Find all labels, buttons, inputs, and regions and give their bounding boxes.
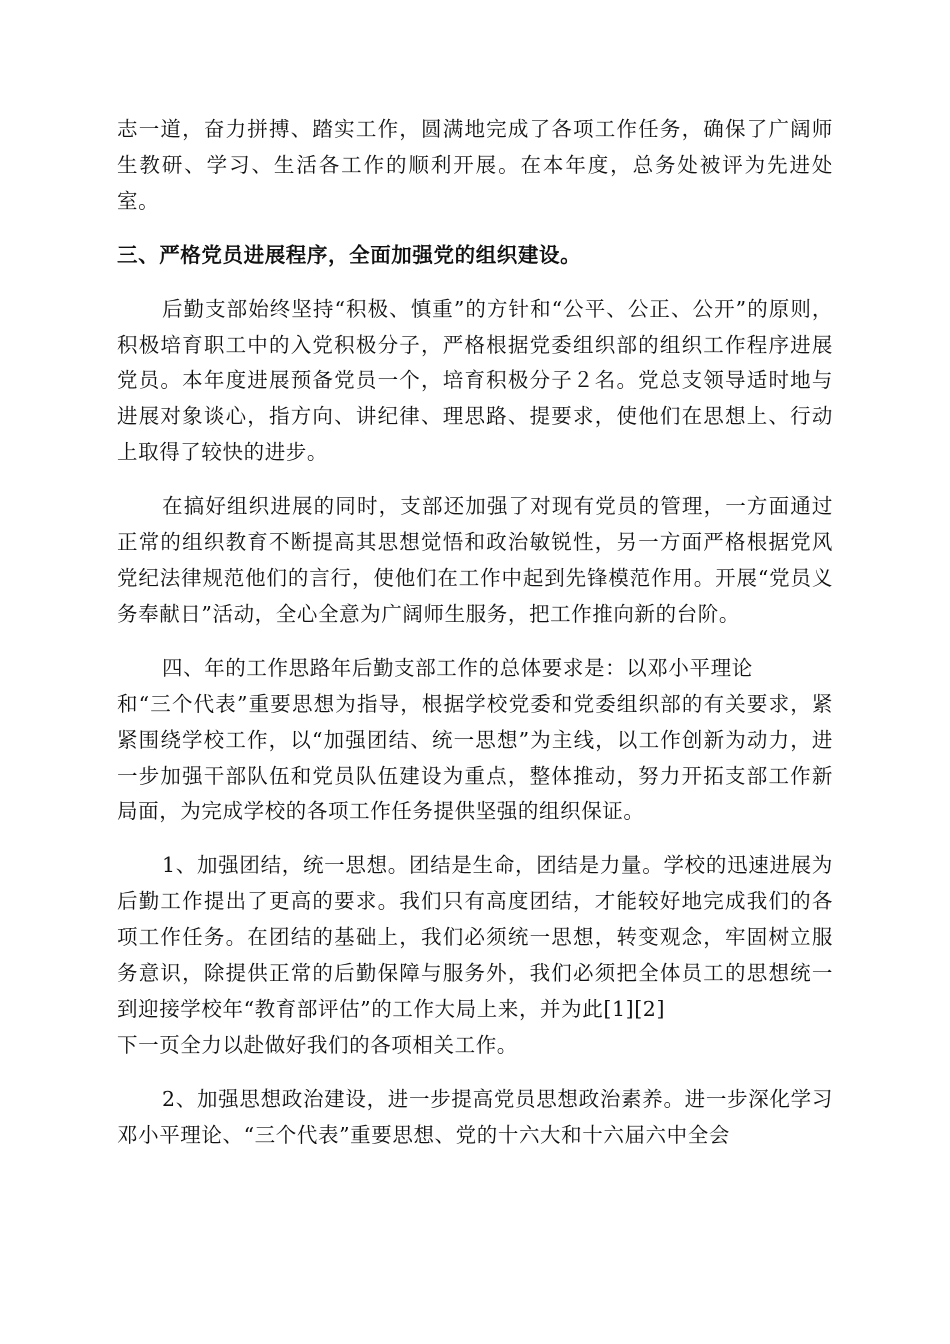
paragraph-political-construction: 2、加强思想政治建设，进一步提高党员思想政治素养。进一步深化学习邓小平理论、“三个代表”重要思想、党的十六大和十六届六中全会: [117, 1086, 833, 1147]
unity-tail: 下一页全力以赴做好我们的各项相关工作。: [117, 1032, 518, 1057]
paragraph-unity: [117, 848, 833, 1063]
paragraph-work-plan: [117, 651, 833, 831]
paragraph-party-development: 后勤支部始终坚持“积极、慎重”的方针和“公平、公正、公开”的原则，积极培育职工中的入党积极分子，严格根据党委组织部的组织工作程序进展党员。本年度进展预备党员一个，培育积极分子２名。党总支领导适时地与进展对象谈心，指方向、讲纪律、理思路、提要求，使他们在思想上、行动上取得了较快的进步。: [117, 296, 833, 465]
section-heading-3: 三、严格党员进展程序，全面加强党的组织建设。: [117, 242, 582, 267]
paragraph-member-management: 在搞好组织进展的同时，支部还加强了对现有党员的管理，一方面通过正常的组织教育不断提高其思想觉悟和政治敏锐性，另一方面严格根据党风党纪法律规范他们的言行，使他们在工作中起到先锋模范作用。开展“党员义务奉献日”活动，全心全意为广阔师生服务，把工作推向新的台阶。: [117, 494, 833, 626]
paragraph-intro-continuation: 志一道，奋力拼搏、踏实工作，圆满地完成了各项工作任务，确保了广阔师生教研、学习、生活各工作的顺利开展。在本年度，总务处被评为先进处室。: [117, 117, 833, 213]
work-plan-body: 和“三个代表”重要思想为指导，根据学校党委和党委组织部的有关要求，紧紧围绕学校工作，以“加强团结、统一思想”为主线，以工作创新为动力，进一步加强干部队伍和党员队伍建设为重点，整体推动，努力开拓支部工作新局面，为完成学校的各项工作任务提供坚强的组织保证。: [117, 691, 833, 824]
document-page: [117, 112, 833, 1172]
work-plan-first-line: 四、年的工作思路年后勤支部工作的总体要求是：以邓小平理论: [162, 655, 753, 680]
unity-body: 1、加强团结，统一思想。团结是生命，团结是力量。学校的迅速进展为后勤工作提出了更高的要求。我们只有高度团结，才能较好地完成我们的各项工作任务。在团结的基础上，我们必须统一思想，转变观念，牢固树立服务意识，除提供正常的后勤保障与服务外，我们必须把全体员工的思想统一到迎接学校年“教育部评估”的工作大局上来，并为此[1][2]: [117, 853, 833, 1021]
